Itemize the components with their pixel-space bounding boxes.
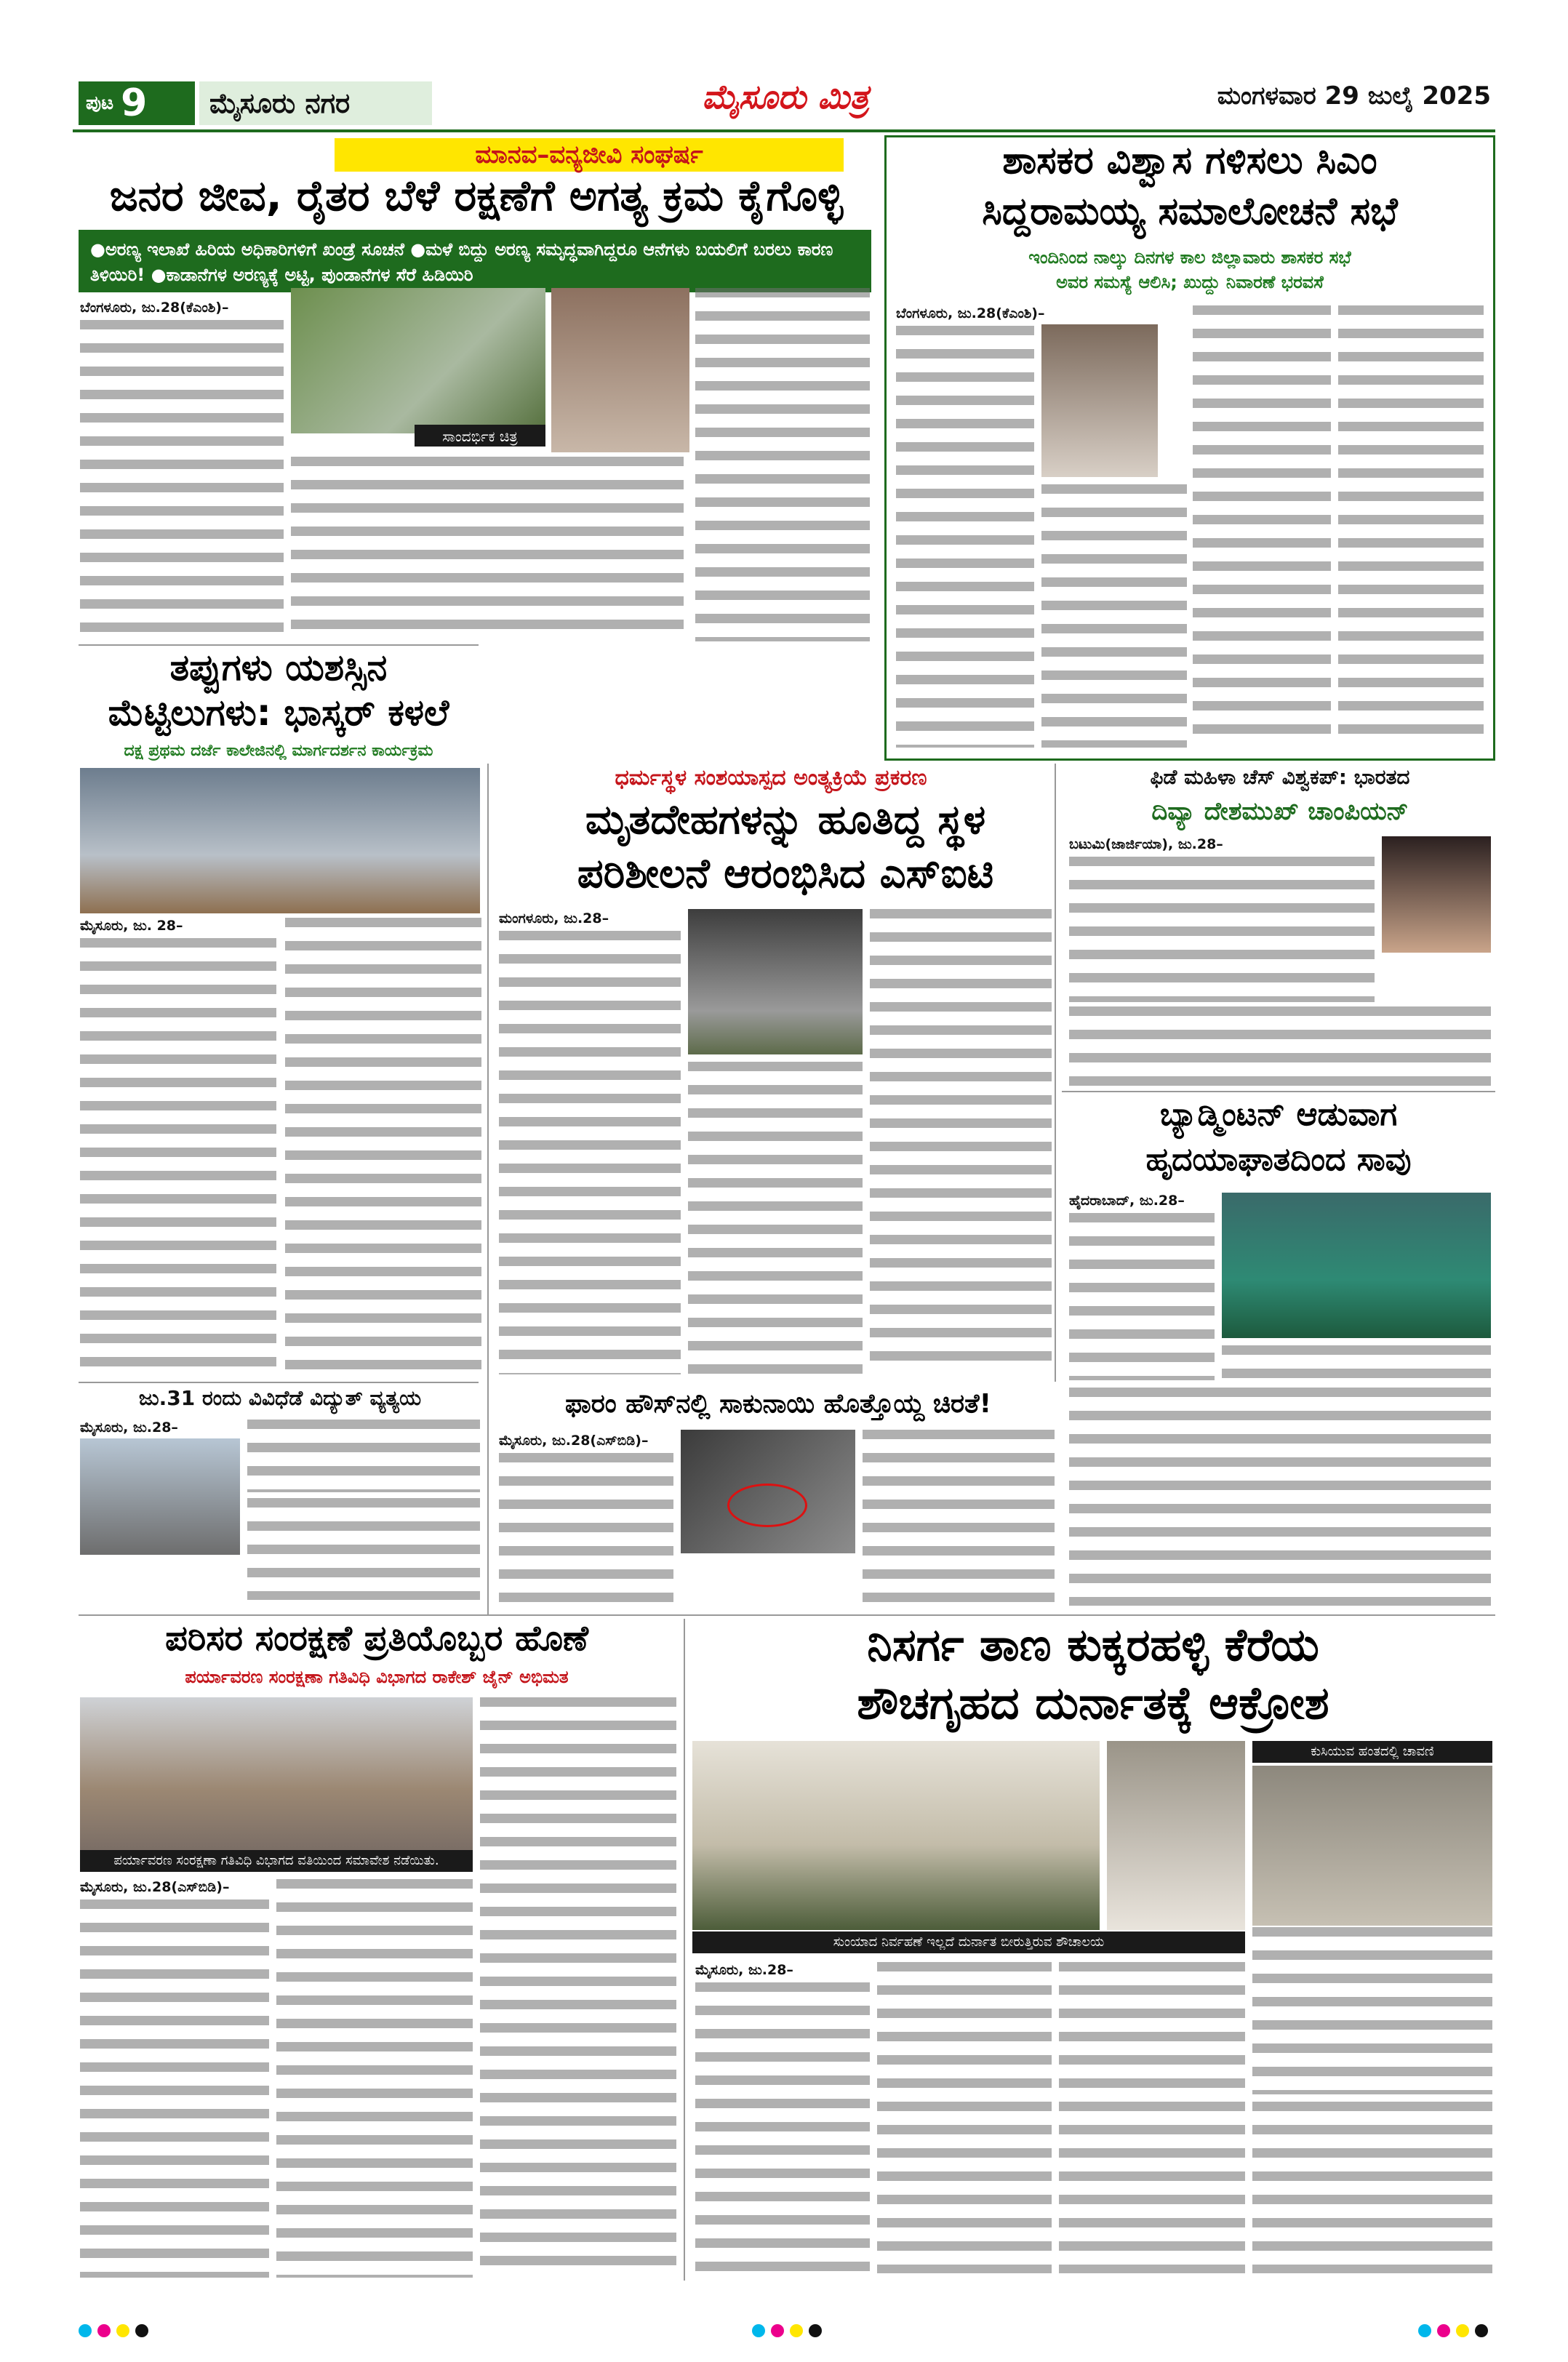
cm-headline-line2: ಸಿದ್ದರಾಮಯ್ಯ ಸಮಾಲೋಚನೆ ಸಭೆ	[982, 190, 1398, 233]
chess-headline-line2: ದಿವ್ಯಾ ದೇಶಮುಖ್ ಚಾಂಪಿಯನ್	[1151, 797, 1409, 826]
badminton-body-bottom	[1069, 1388, 1491, 1606]
toilet-headline-line2: ಶೌಚಗೃಹದ ದುರ್ನಾತಕ್ಕೆ ಆಕ್ರೋಶ	[857, 1676, 1329, 1729]
elephant-photo	[291, 288, 545, 433]
cm-bullet-1: ಇಂದಿನಿಂದ ನಾಲ್ಕು ದಿನಗಳ ಕಾಲ ಜಿಲ್ಲಾವಾರು ಶಾಸಕರ ಸಭೆ	[1028, 247, 1351, 268]
registration-dot	[1475, 2324, 1488, 2337]
cm-body-col1	[896, 326, 1034, 748]
wildlife-headline: ಜನರ ಜೀವ, ರೈತರ ಬೆಳೆ ರಕ್ಷಣೆಗೆ ಅಗತ್ಯ ಕ್ರಮ ಕೈಗೊಳ್ಳಿ	[109, 171, 844, 220]
college-body-col1	[80, 938, 276, 1374]
environment-body-col3	[480, 1697, 676, 2278]
toilet-building-photo	[692, 1741, 1100, 1930]
page-number-badge	[79, 81, 195, 125]
toilet-photo-caption: ಸುಂಯಾದ ನಿರ್ವಹಣೆ ಇಲ್ಲದೆ ದುರ್ನಾತ ಬೀರುತ್ತಿರುವ ಶೌಚಾಲಯ	[692, 1931, 1245, 1953]
environment-body-col2	[276, 1879, 473, 2278]
environment-dateline: ಮೈಸೂರು, ಜು.28(ಎಸ್‌ಬಿಡಿ)–	[80, 1879, 230, 1895]
highlight-circle	[727, 1484, 807, 1527]
roof-box-text	[1252, 1927, 1492, 2094]
college-headline-line1: ತಪ್ಪುಗಳು ಯಶಸ್ಸಿನ	[169, 646, 388, 689]
wildlife-body-col3	[695, 288, 870, 641]
page-label: ಪುಟ	[86, 92, 114, 114]
divider	[79, 1614, 1495, 1616]
registration-dot	[809, 2324, 822, 2337]
section-name: ಮೈಸೂರು ನಗರ	[199, 81, 432, 125]
wildlife-body-col2	[291, 457, 684, 638]
badminton-headline-line2: ಹೃದಯಾಘಾತದಿಂದ ಸಾವು	[1145, 1141, 1412, 1178]
registration-dot	[97, 2324, 111, 2337]
divider	[79, 644, 479, 646]
registration-dot	[1437, 2324, 1450, 2337]
divider	[487, 764, 489, 1389]
divider	[1062, 1091, 1495, 1092]
college-headline-line2: ಮೆಟ್ಟಿಲುಗಳು: ಭಾಸ್ಕರ್ ಕಳಲೆ	[108, 692, 449, 734]
issue-date: ಮಂಗಳವಾರ 29 ಜುಲೈ 2025	[1217, 81, 1491, 111]
toilet-body-col1	[695, 1982, 870, 2273]
registration-dot	[752, 2324, 765, 2337]
college-body-col2	[285, 918, 481, 1374]
power-body-top	[247, 1420, 480, 1492]
divider	[684, 1619, 685, 2281]
registration-dot	[116, 2324, 129, 2337]
toilet-body-col4	[1252, 2102, 1492, 2273]
toilet-dateline: ಮೈಸೂರು, ಜು.28–	[695, 1962, 793, 1978]
chess-dateline: ಬಟುಮಿ(ಜಾರ್ಜಿಯಾ), ಜು.28–	[1069, 836, 1223, 852]
environment-body-col1	[80, 1899, 269, 2278]
toilet-body-col3	[1059, 1962, 1245, 2273]
sit-body-col3	[870, 909, 1052, 1374]
badminton-body-col1	[1069, 1213, 1215, 1380]
wildlife-dateline: ಬೆಂಗಳೂರು, ಜು.28(ಕೆಎಂಶಿ)–	[80, 300, 229, 316]
chess-headline-line1: ಫಿಡೆ ಮಹಿಳಾ ಚೆಸ್ ವಿಶ್ವಕಪ್: ಭಾರತದ	[1150, 765, 1410, 789]
registration-dot	[771, 2324, 784, 2337]
sit-body-col1	[499, 931, 681, 1374]
wildlife-kicker: ಮಾನವ–ವನ್ಯಜೀವಿ ಸಂಘರ್ಷ	[335, 138, 844, 172]
environment-headline: ಪರಿಸರ ಸಂರಕ್ಷಣೆ ಪ್ರತಿಯೊಬ್ಬರ ಹೊಣೆ	[165, 1618, 588, 1659]
masthead-logo: ಮೈಸೂರು ಮಿತ್ರ	[702, 77, 869, 116]
cm-body-col4	[1338, 305, 1484, 748]
badminton-body-col2	[1222, 1345, 1491, 1382]
badminton-court-photo	[1222, 1193, 1491, 1338]
registration-dot	[1418, 2324, 1431, 2337]
environment-event-photo	[80, 1697, 473, 1850]
chess-body-bottom	[1069, 1006, 1491, 1086]
header-divider	[73, 129, 1495, 132]
registration-dot	[790, 2324, 803, 2337]
leopard-body-col1	[499, 1453, 673, 1606]
registration-dot	[79, 2324, 92, 2337]
leopard-dateline: ಮೈಸೂರು, ಜು.28(ಎಸ್‌ಬಿಡಿ)–	[499, 1433, 649, 1449]
chess-body-top	[1069, 857, 1375, 1002]
cm-dateline: ಬೆಂಗಳೂರು, ಜು.28(ಕೆಎಂಶಿ)–	[896, 305, 1045, 321]
toilet-body-col2	[877, 1962, 1052, 2273]
divider	[487, 1382, 489, 1614]
power-pole-photo	[80, 1438, 240, 1555]
wildlife-highlights	[79, 230, 871, 292]
registration-dot	[135, 2324, 148, 2337]
power-body-bottom	[247, 1498, 480, 1600]
leopard-headline: ಫಾರಂ ಹೌಸ್‌ನಲ್ಲಿ ಸಾಕುನಾಯಿ ಹೊತ್ತೊಯ್ದ ಚಿರತೆ!	[564, 1389, 992, 1419]
cm-body-col2	[1041, 484, 1187, 748]
badminton-dateline: ಹೈದರಾಬಾದ್, ಜು.28–	[1069, 1193, 1185, 1209]
badminton-headline-line1: ಬ್ಯಾಡ್ಮಿಂಟನ್ ಆಡುವಾಗ	[1159, 1096, 1398, 1133]
roof-photo	[1252, 1766, 1492, 1926]
sit-photo	[688, 909, 863, 1054]
sit-headline-line2: ಪರಿಶೀಲನೆ ಆರಂಭಿಸಿದ ಎಸ್ಐಟಿ	[577, 850, 994, 897]
leopard-body-col2	[863, 1430, 1055, 1604]
college-subhead: ದಕ್ಷ ಪ್ರಥಮ ದರ್ಜೆ ಕಾಲೇಜಿನಲ್ಲಿ ಮಾರ್ಗದರ್ಶನ ಕಾರ್ಯಕ್ರಮ	[124, 742, 433, 760]
sit-dateline: ಮಂಗಳೂರು, ಜು.28–	[499, 910, 609, 926]
toilet-interior-photo	[1107, 1741, 1245, 1930]
page-number: 9	[121, 81, 148, 125]
chess-player-portrait	[1382, 836, 1491, 953]
cm-portrait	[1041, 324, 1158, 477]
environment-subhead: ಪರ್ಯಾವರಣ ಸಂರಕ್ಷಣಾ ಗತಿವಿಧಿ ವಿಭಾಗದ ರಾಕೇಶ್ ಜೈನ್ ಅಭಿಮತ	[185, 1667, 569, 1687]
college-event-photo	[80, 768, 480, 913]
toilet-headline-line1: ನಿಸರ್ಗ ತಾಣ ಕುಕ್ಕರಹಳ್ಳಿ ಕೆರೆಯ	[867, 1618, 1319, 1671]
environment-photo-caption: ಪರ್ಯಾವರಣ ಸಂರಕ್ಷಣಾ ಗತಿವಿಧಿ ವಿಭಾಗದ ವತಿಯಿಂದ ಸಮಾವೇಶ ನಡೆಯಿತು.	[80, 1850, 473, 1872]
elephant-photo-caption: ಸಾಂದರ್ಭಿಕ ಚಿತ್ರ	[415, 425, 545, 447]
power-headline: ಜು.31 ರಂದು ವಿವಿಧೆಡೆ ವಿದ್ಯುತ್ ವ್ಯತ್ಯಯ	[138, 1386, 422, 1410]
cm-headline-line1: ಶಾಸಕರ ವಿಶ್ವಾಸ ಗಳಿಸಲು ಸಿಎಂ	[1002, 139, 1377, 183]
sit-body-col2	[688, 1062, 863, 1374]
power-dateline: ಮೈಸೂರು, ಜು.28–	[80, 1420, 178, 1436]
registration-dot	[1456, 2324, 1469, 2337]
cm-bullet-2: ಅವರ ಸಮಸ್ಯೆ ಆಲಿಸಿ; ಖುದ್ದು ನಿವಾರಣೆ ಭರವಸೆ	[1056, 272, 1324, 292]
college-dateline: ಮೈಸೂರು, ಜು. 28–	[80, 918, 183, 934]
wildlife-bullet: ● ಅರಣ್ಯ ಇಲಾಖೆ ಹಿರಿಯ ಅಧಿಕಾರಿಗಳಿಗೆ ಖಂಡ್ರೆ ಸೂಚನೆ	[90, 239, 404, 260]
divider	[79, 1382, 479, 1383]
sit-headline-line1: ಮೃತದೇಹಗಳನ್ನು ಹೂತಿದ್ದ ಸ್ಥಳ	[585, 796, 986, 844]
cm-body-col3	[1193, 305, 1331, 748]
divider	[1055, 764, 1056, 1382]
sit-kicker: ಧರ್ಮಸ್ಥಳ ಸಂಶಯಾಸ್ಪದ ಅಂತ್ಯಕ್ರಿಯೆ ಪ್ರಕರಣ	[502, 764, 1040, 793]
wildlife-bullet: ● ಮಳೆ ಬಿದ್ದು ಅರಣ್ಯ ಸಮೃದ್ಧವಾಗಿದ್ದರೂ ಆನೆಗಳು ಬಯಲಿಗೆ ಬರಲು ಕಾರಣ ತಿಳಿಯಿರಿ!	[90, 239, 833, 285]
minister-portrait	[551, 288, 689, 452]
wildlife-body-col1	[80, 320, 284, 640]
roof-photo-caption: ಕುಸಿಯುವ ಹಂತದಲ್ಲಿ ಚಾವಣಿ	[1252, 1741, 1492, 1763]
wildlife-bullet: ● ಕಾಡಾನೆಗಳ ಅರಣ್ಯಕ್ಕೆ ಅಟ್ಟಿ, ಪುಂಡಾನೆಗಳ ಸೆರೆ ಹಿಡಿಯಿರಿ	[151, 265, 473, 285]
